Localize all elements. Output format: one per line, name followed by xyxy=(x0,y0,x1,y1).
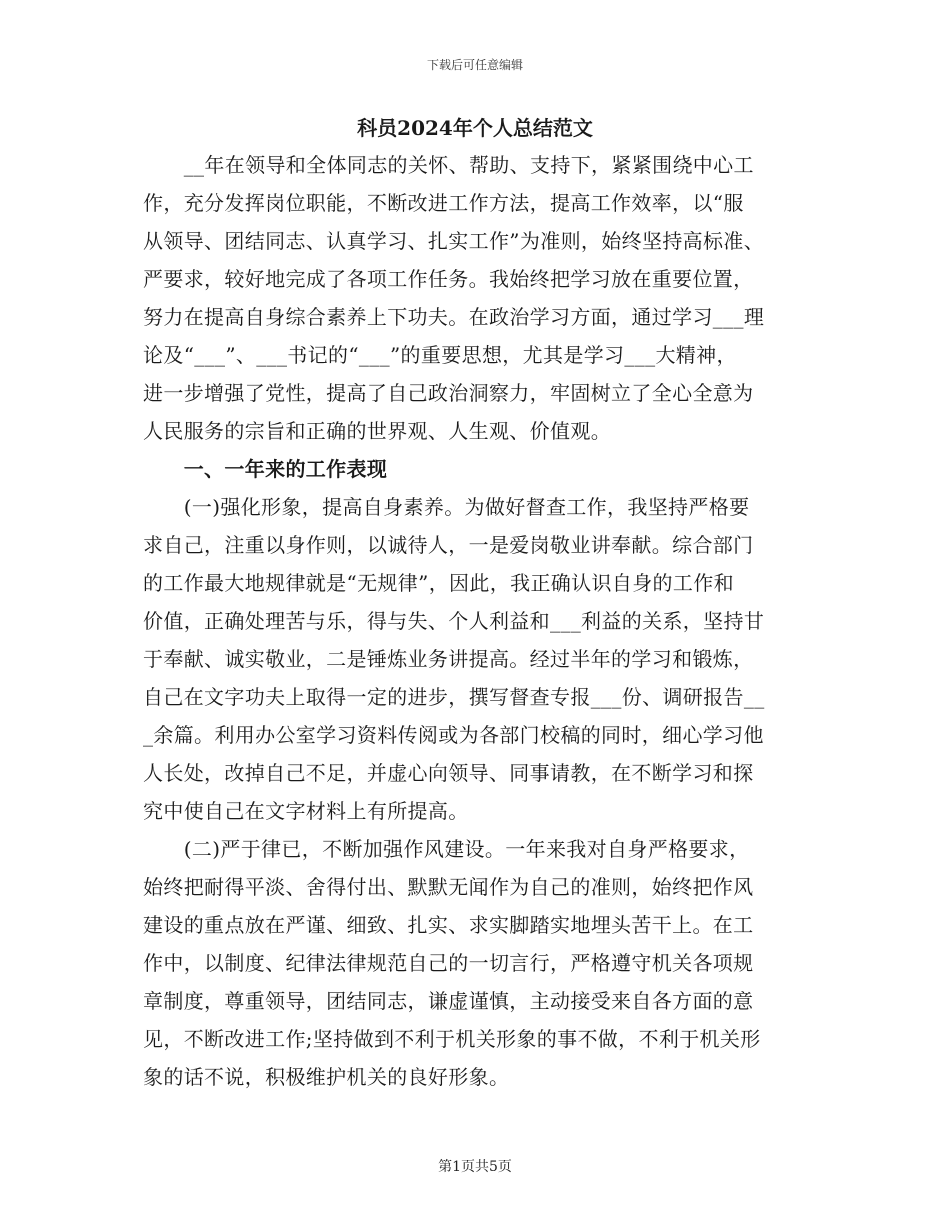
body-line: 自己在文字功夫上取得一定的进步，撰写督查专报___份、调研报告__ xyxy=(143,685,765,709)
section-heading: 一、一年来的工作表现 xyxy=(143,457,388,481)
body-line: __年在领导和全体同志的关怀、帮助、支持下，紧紧围绕中心工 xyxy=(143,153,754,177)
page-footer: 第1页共5页 xyxy=(438,1159,512,1175)
header-note: 下载后可任意编辑 xyxy=(426,58,523,72)
body-line: 努力在提高自身综合素养上下功夫。在政治学习方面，通过学习___理 xyxy=(143,305,765,329)
body-line: 见，不断改进工作;坚持做到不利于机关形象的事不做，不利于机关形 xyxy=(143,1027,761,1051)
body-line: 章制度，尊重领导，团结同志，谦虚谨慎，主动接受来自各方面的意 xyxy=(143,989,754,1013)
body-line: _余篇。利用办公室学习资料传阅或为各部门校稿的同时，细心学习他 xyxy=(143,723,764,747)
body-line: (二)严于律已，不断加强作风建设。一年来我对自身严格要求， xyxy=(143,837,750,861)
body-line: 象的话不说，积极维护机关的良好形象。 xyxy=(143,1065,510,1089)
body-line: 论及“___”、___书记的“___”的重要思想，尤其是学习___大精神， xyxy=(143,343,737,367)
document-body xyxy=(143,146,809,1096)
body-line: 求自己，注重以身作则，以诚待人，一是爱岗敬业讲奉献。综合部门 xyxy=(143,533,754,557)
body-line: 人民服务的宗旨和正确的世界观、人生观、价值观。 xyxy=(143,419,612,443)
body-line: (一)强化形象，提高自身素养。为做好督查工作，我坚持严格要 xyxy=(143,495,750,519)
body-line: 进一步增强了党性，提高了自己政治洞察力，牢固树立了全心全意为 xyxy=(143,381,754,405)
body-line: 人长处，改掉自己不足，并虚心向领导、同事请教，在不断学习和探 xyxy=(143,761,754,785)
body-line: 始终把耐得平淡、舍得付出、默默无闻作为自己的准则，始终把作风 xyxy=(143,875,754,899)
body-line: 作，充分发挥岗位职能，不断改进工作方法，提高工作效率，以“服 xyxy=(143,191,744,215)
body-line: 的工作最大地规律就是“无规律”，因此，我正确认识自身的工作和 xyxy=(143,571,734,595)
body-line: 从领导、团结同志、认真学习、扎实工作”为准则，始终坚持高标准、 xyxy=(143,229,765,253)
body-line: 作中，以制度、纪律法律规范自己的一切言行，严格遵守机关各项规 xyxy=(143,951,754,975)
document-title: 科员2024年个人总结范文 xyxy=(357,116,593,140)
body-line: 价值，正确处理苦与乐，得与失、个人利益和___利益的关系，坚持甘 xyxy=(143,609,765,633)
body-line: 建设的重点放在严谨、细致、扎实、求实脚踏实地埋头苦干上。在工 xyxy=(143,913,754,937)
body-line: 究中使自己在文字材料上有所提高。 xyxy=(143,799,469,823)
body-line: 严要求，较好地完成了各项工作任务。我始终把学习放在重要位置， xyxy=(143,267,754,291)
body-line: 于奉献、诚实敬业，二是锤炼业务讲提高。经过半年的学习和锻炼， xyxy=(143,647,754,671)
